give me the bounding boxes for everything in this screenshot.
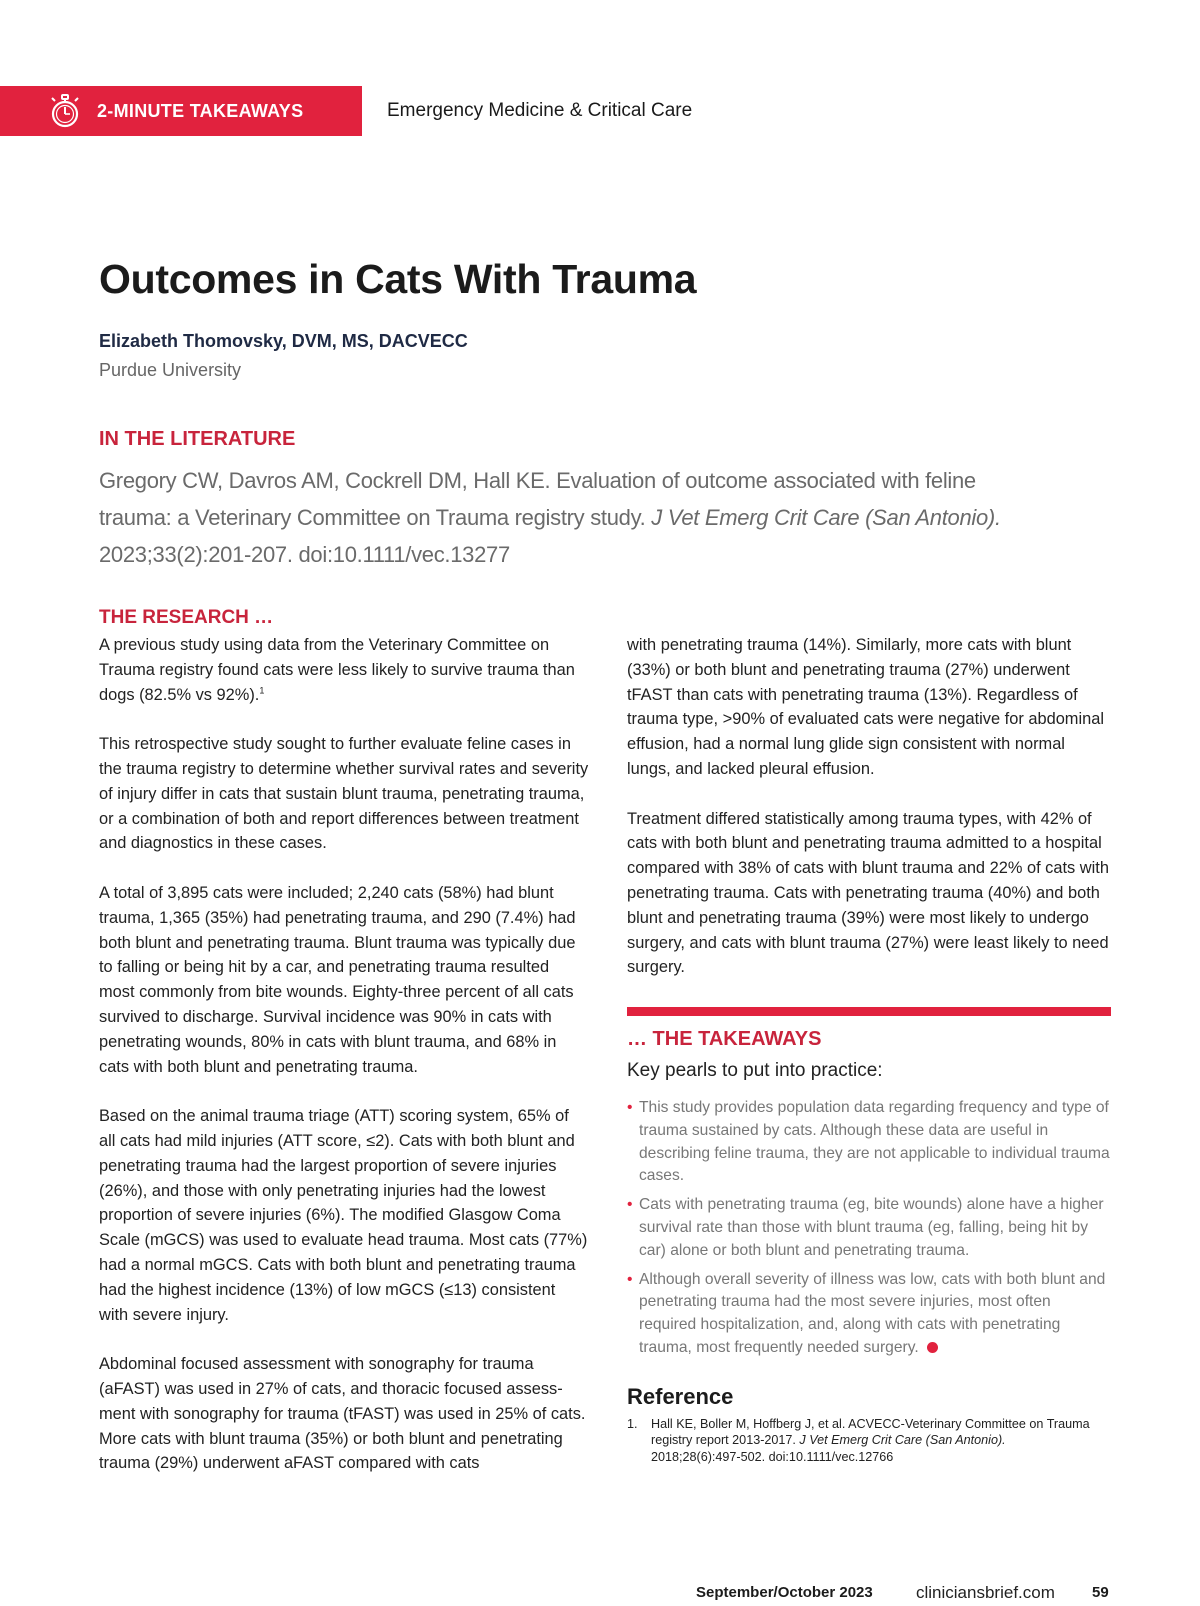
list-item — [627, 1097, 1111, 1188]
author-name: Elizabeth Thomovsky, DVM, MS, DACVECC — [99, 331, 468, 351]
reference-main: Hall KE, Boller M, Hoffberg J, et al. ACVECC-Veterinary Committee on Trauma registry report 2013-2017. — [651, 1417, 1090, 1448]
bullet-icon: • — [627, 1196, 633, 1214]
takeaways-subheading: Key pearls to put into practice: — [627, 1060, 883, 1081]
footnote-marker: 1 — [259, 685, 265, 696]
citation-main: Gregory CW, Davros AM, Cockrell DM, Hall KE. Evaluation of outcome associated with feline trauma: a Veterinary Committee on Trauma registry study. — [99, 468, 976, 530]
citation-journal: J Vet Emerg Crit Care (San Antonio). — [651, 505, 1001, 530]
right-column — [627, 633, 1111, 1005]
research-paragraph: Treatment differed statistically among trauma types, with 42% of cats with both blunt and penetrating trauma admitted to a hospital compared with 38% of cats with blunt trauma and 22% of cats with penetrating trauma. Cats with penetrating trauma (40%) and both blunt and penetrating trauma (39%) were most likely to undergo surgery, and cats with blunt trauma (27%) were least likely to need surgery. — [627, 809, 1109, 977]
list-item — [627, 1269, 1111, 1360]
takeaways-heading: … THE TAKEAWAYS — [627, 1028, 822, 1050]
article-title: Outcomes in Cats With Trauma — [99, 256, 697, 302]
takeaways-list — [627, 1097, 1111, 1366]
literature-citation — [99, 462, 1029, 573]
left-column — [99, 633, 589, 1501]
footer-site: cliniciansbrief.com — [916, 1583, 1055, 1602]
page-number: 59 — [1092, 1584, 1109, 1601]
banner-label: 2-MINUTE TAKEAWAYS — [97, 100, 304, 121]
reference-list — [627, 1416, 1097, 1465]
research-paragraph: Based on the animal trauma triage (ATT) scoring system, 65% of all cats had mild injuries (ATT score, ≤2). Cats with both blunt and penetrating trauma had the largest proportion of severe injuries (26%), and those with only penetrating injuries had the lowest proportion of severe injuries (6%). The modified Glasgow Coma Scale (mGCS) was used to evaluate head trauma. Most cats (77%) had a normal mGCS. Cats with both blunt and penetrating trauma had the highest incidence (13%) of low mGCS (≤13) consistent with severe injury. — [99, 1107, 588, 1324]
takeaway-text: Although overall severity of illness was low, cats with both blunt and penetrating trauma had the most severe injuries, most often required hospitalization, and, along with cats with penetrating trauma, most frequently needed surgery. — [639, 1270, 1106, 1356]
reference-number: 1. — [627, 1417, 638, 1431]
reference-journal: J Vet Emerg Crit Care (San Antonio). — [799, 1433, 1006, 1448]
research-paragraph — [99, 633, 589, 707]
stopwatch-icon — [47, 93, 83, 129]
bullet-icon: • — [627, 1099, 633, 1116]
list-item — [627, 1194, 1111, 1262]
takeaways-divider — [627, 1007, 1111, 1016]
research-paragraph: with penetrating trauma (14%). Similarly, more cats with blunt (33%) or both blunt and penetrating trauma (27%) underwent tFAST than cats with penetrating trauma (13%). Regardless of trauma type, >90% of evaluated cats were negative for abdominal effusion, had a normal lung glide sign consistent with normal lungs, and lacked pleural effusion. — [627, 636, 1104, 778]
literature-heading: IN THE LITERATURE — [99, 428, 296, 450]
reference-tail: 2018;28(6):497-502. doi:10.1111/vec.12766 — [651, 1449, 894, 1464]
footer-date: September/October 2023 — [696, 1584, 873, 1601]
research-heading: THE RESEARCH … — [99, 607, 274, 628]
takeaway-text: This study provides population data regarding frequency and type of trauma sustained by cats. Although these data are useful in describing feline trauma, they are not applicable to individual trauma cases. — [639, 1099, 1110, 1185]
research-paragraph: This retrospective study sought to further evaluate feline cases in the trauma registry to determine whether survival rates and severity of injury differ in cats that sustain blunt trauma, penetrating trauma, or a combination of both and report differences between treatment and diagnostics in these cases. — [99, 735, 589, 853]
reference-text — [627, 1416, 1097, 1465]
bullet-icon: • — [627, 1270, 633, 1288]
section-banner — [0, 86, 362, 136]
research-paragraph: A total of 3,895 cats were included; 2,240 cats (58%) had blunt trauma, 1,365 (35%) had penetrating trauma, and 290 (7.4%) had both blunt and penetrating trauma. Blunt trauma was typically due to falling or being hit by a car, and penetrating trauma resulted most commonly from bite wounds. Eighty-three percent of all cats survived to discharge. Survival incidence was 90% in cats with penetrating wounds, 80% in cats with blunt trauma, and 68% in cats with both blunt and penetrating trauma. — [99, 883, 576, 1076]
author-affiliation: Purdue University — [99, 360, 242, 380]
research-paragraph-text: A previous study using data from the Veterinary Committee on Trauma registry found cats were less likely to survive trauma than dogs (82.5% vs 92%). — [99, 636, 575, 704]
citation-tail: 2023;33(2):201-207. doi:10.1111/vec.13277 — [99, 542, 510, 567]
section-name: Emergency Medicine & Critical Care — [387, 100, 693, 121]
research-paragraph: Abdominal focused assessment with sonography for trauma (aFAST) was used in 27% of cats, and thoracic focused assessment with sonography for trauma (tFAST) was used in 25% of cats. More cats with blunt trauma (35%) or both blunt and penetrating trauma (29%) underwent aFAST compared with cats — [99, 1355, 586, 1473]
takeaway-text: Cats with penetrating trauma (eg, bite wounds) alone have a higher survival rate than those with blunt trauma (eg, falling, being hit by car) alone or both blunt and penetrating trauma. — [639, 1196, 1104, 1259]
reference-heading: Reference — [627, 1384, 734, 1409]
end-mark-icon — [927, 1342, 938, 1353]
